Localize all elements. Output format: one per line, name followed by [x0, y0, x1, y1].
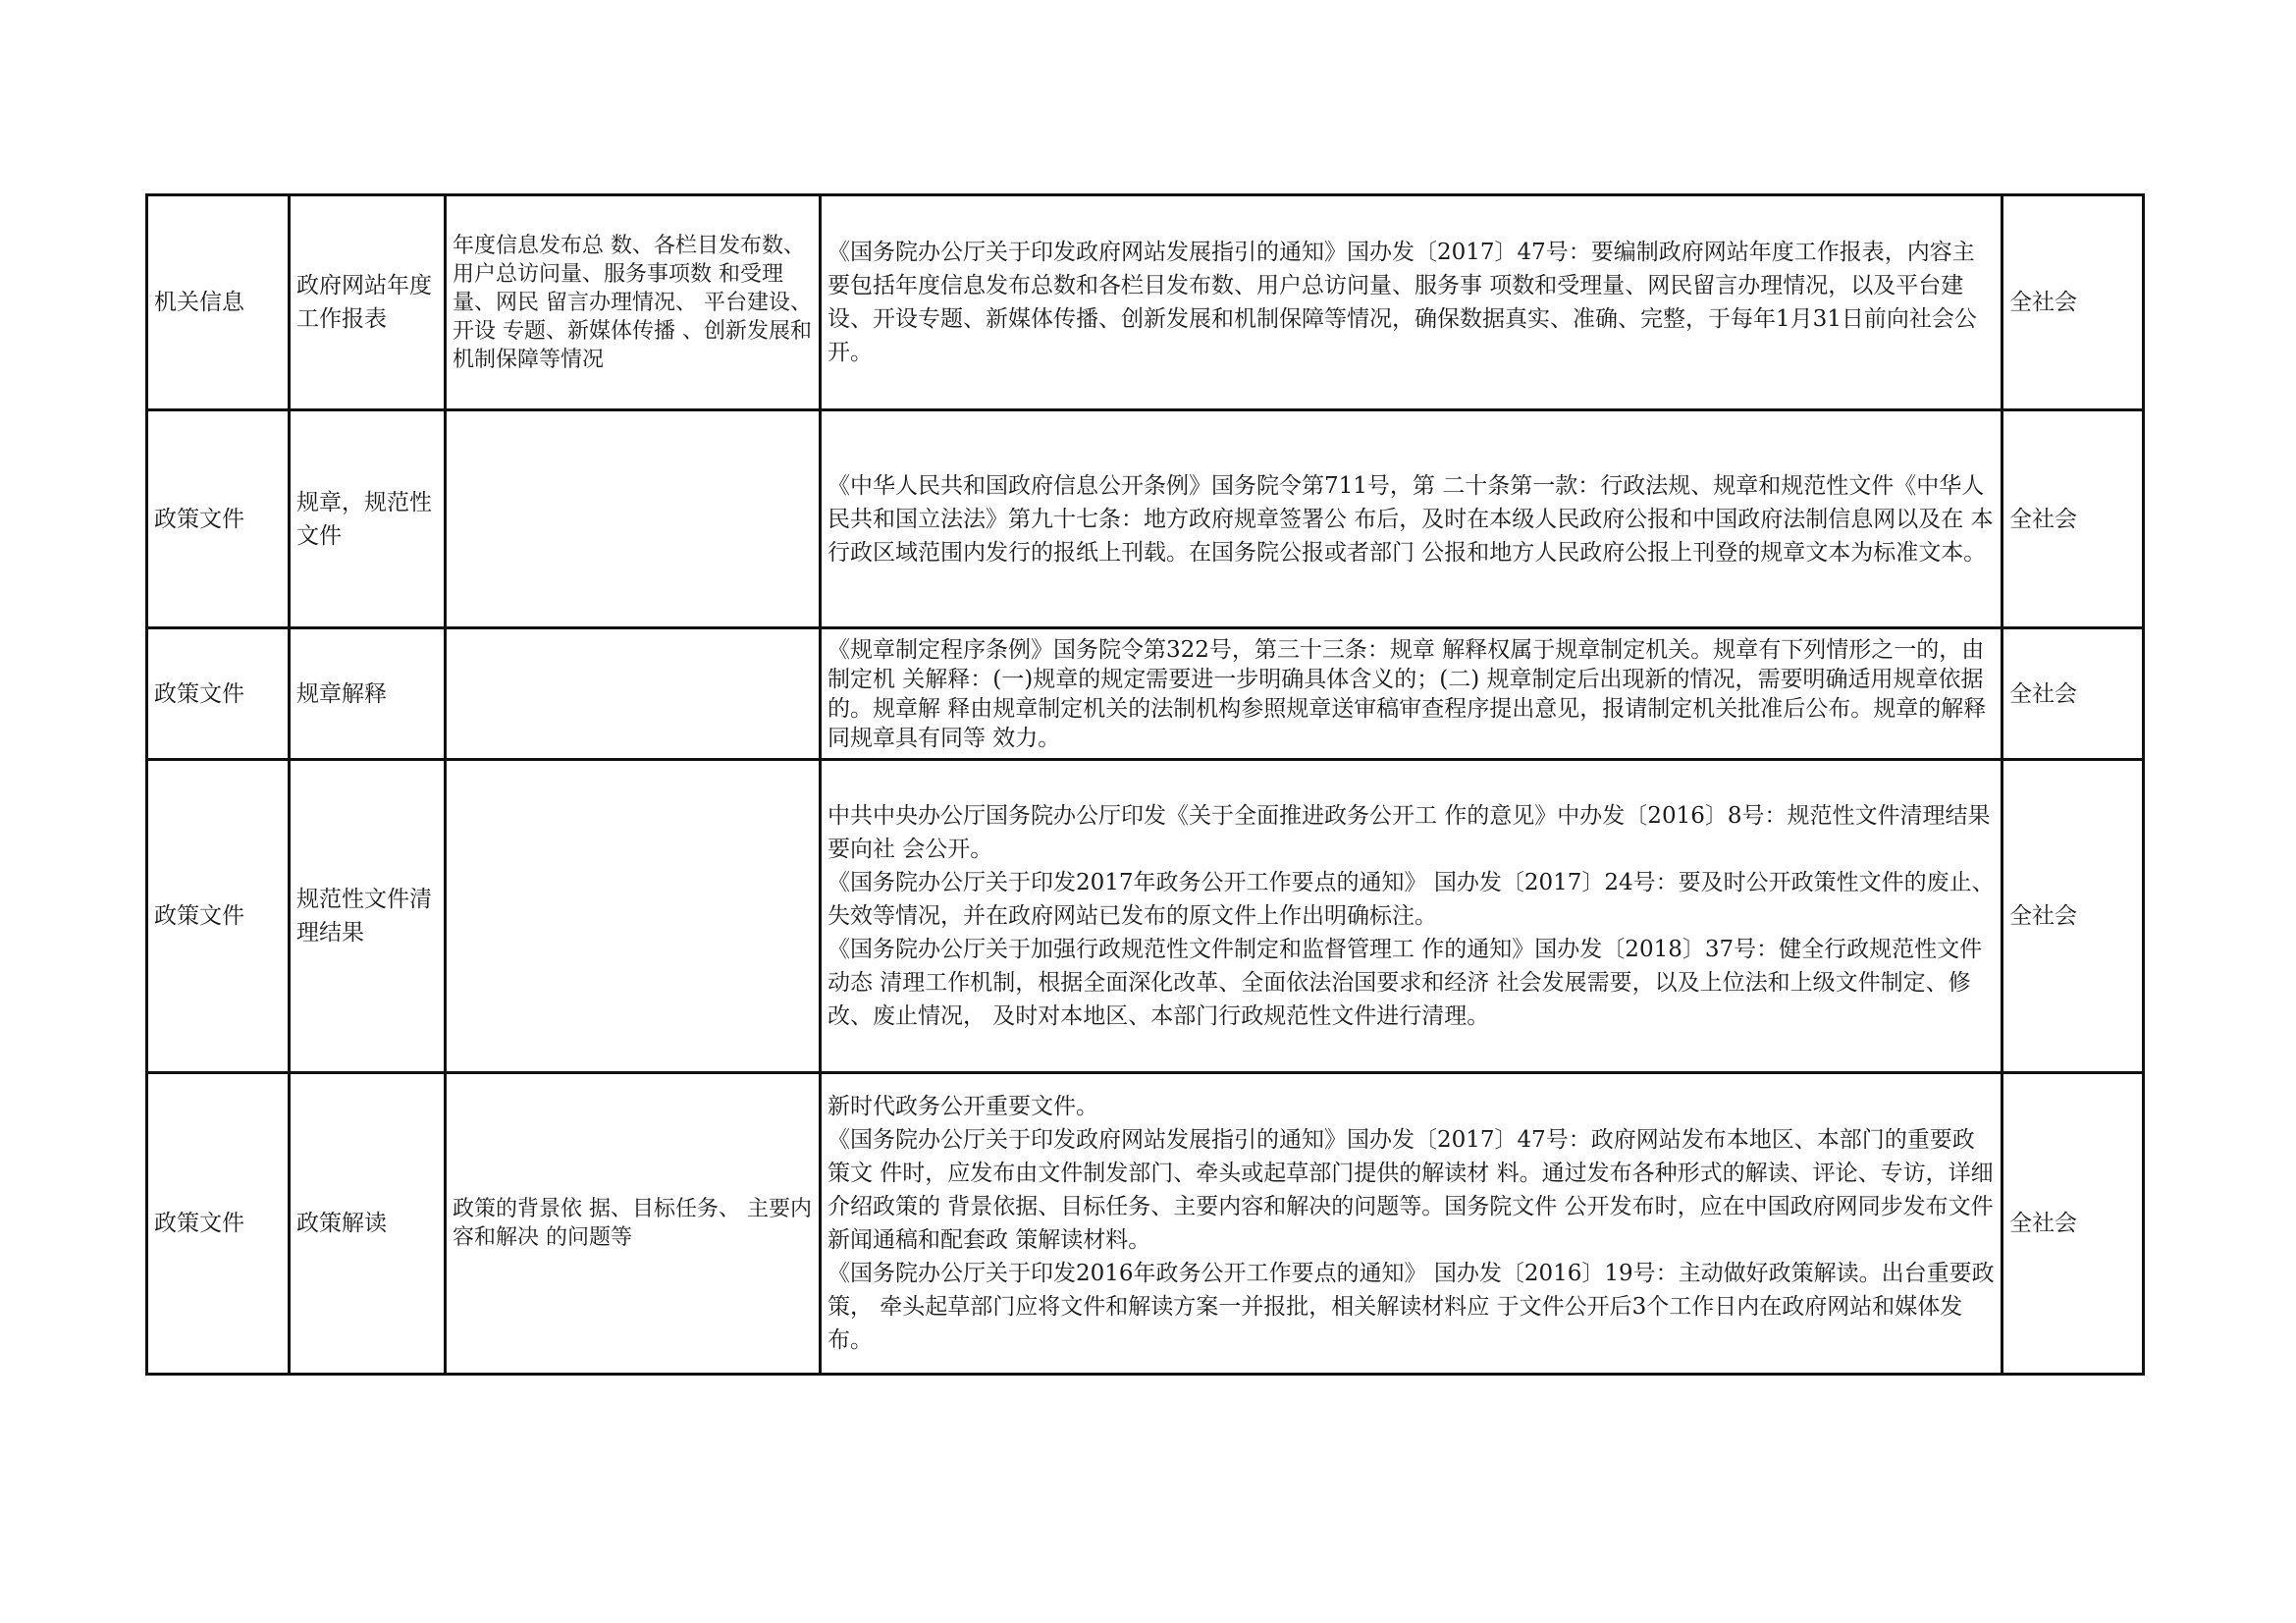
- table-row: [147, 195, 2144, 410]
- item-cell: 规范性文件清理结果: [290, 760, 446, 1073]
- content-cell: [446, 410, 821, 628]
- category-cell: 政策文件: [147, 410, 290, 628]
- table-row: [147, 1073, 2144, 1375]
- content-cell: [446, 760, 821, 1073]
- table-row: [147, 410, 2144, 628]
- item-cell: 政策解读: [290, 1073, 446, 1375]
- category-cell: 政策文件: [147, 1073, 290, 1375]
- content-cell: 年度信息发布总 数、各栏目发布数、用户总访问量、服务事项数 和受理量、网民 留言办理情况、 平台建设、开设 专题、新媒体传播 、创新发展和 机制保障等情况: [446, 195, 821, 410]
- scope-cell: 全社会: [2002, 410, 2144, 628]
- basis-cell: 新时代政务公开重要文件。 《国务院办公厅关于印发政府网站发展指引的通知》国办发〔2017〕47号：政府网站发布本地区、本部门的重要政策文 件时，应发布由文件制发部门、牵头或起草部门提供的解读材 料。通过发布各种形式的解读、评论、专访，详细介绍政策的 背景依据、目标任务、主要内容和解决的问题等。国务院文件 公开发布时，应在中国政府网同步发布文件新闻通稿和配套政 策解读材料。 《国务院办公厅关于印发2016年政务公开工作要点的通知》 国办发〔2016〕19号：主动做好政策解读。出台重要政策， 牵头起草部门应将文件和解读方案一并报批，相关解读材料应 于文件公开后3个工作日内在政府网站和媒体发布。: [821, 1073, 2002, 1375]
- table-row: [147, 628, 2144, 760]
- item-cell: 政府网站年度工作报表: [290, 195, 446, 410]
- content-cell: [446, 628, 821, 760]
- scope-cell: 全社会: [2002, 195, 2144, 410]
- table-row: [147, 760, 2144, 1073]
- content-cell: 政策的背景依 据、目标任务、 主要内容和解决 的问题等: [446, 1073, 821, 1375]
- basis-cell: 中共中央办公厅国务院办公厅印发《关于全面推进政务公开工 作的意见》中办发〔2016〕8号：规范性文件清理结果要向社 会公开。 《国务院办公厅关于印发2017年政务公开工作要点的通知》 国办发〔2017〕24号：要及时公开政策性文件的废止、失效等情况，并在政府网站已发布的原文件上作出明确标注。 《国务院办公厅关于加强行政规范性文件制定和监督管理工 作的通知》国办发〔2018〕37号：健全行政规范性文件动态 清理工作机制，根据全面深化改革、全面依法治国要求和经济 社会发展需要，以及上位法和上级文件制定、修改、废止情况， 及时对本地区、本部门行政规范性文件进行清理。: [821, 760, 2002, 1073]
- category-cell: 政策文件: [147, 760, 290, 1073]
- item-cell: 规章解释: [290, 628, 446, 760]
- category-cell: 机关信息: [147, 195, 290, 410]
- item-cell: 规章，规范性 文件: [290, 410, 446, 628]
- scope-cell: 全社会: [2002, 1073, 2144, 1375]
- disclosure-table: [145, 193, 2145, 1376]
- basis-cell: 《中华人民共和国政府信息公开条例》国务院令第711号，第 二十条第一款：行政法规、规章和规范性文件《中华人民共和国立法法》第九十七条：地方政府规章签署公 布后，及时在本级人民政府公报和中国政府法制信息网以及在 本行政区域范围内发行的报纸上刊载。在国务院公报或者部门 公报和地方人民政府公报上刊登的规章文本为标准文本。: [821, 410, 2002, 628]
- category-cell: 政策文件: [147, 628, 290, 760]
- basis-cell: 《规章制定程序条例》国务院令第322号，第三十三条：规章 解释权属于规章制定机关。规章有下列情形之一的，由制定机 关解释：(一)规章的规定需要进一步明确具体含义的；(二) 规章制定后出现新的情况，需要明确适用规章依据的。规章解 释由规章制定机关的法制机构参照规章送审稿审查程序提出意见，报请制定机关批准后公布。规章的解释同规章具有同等 效力。: [821, 628, 2002, 760]
- scope-cell: 全社会: [2002, 760, 2144, 1073]
- basis-cell: 《国务院办公厅关于印发政府网站发展指引的通知》国办发〔2017〕47号：要编制政府网站年度工作报表，内容主要包括年度信息发布总数和各栏目发布数、用户总访问量、服务事 项数和受理量、网民留言办理情况，以及平台建设、开设专题、新媒体传播、创新发展和机制保障等情况，确保数据真实、准确、完整，于每年1月31日前向社会公开。: [821, 195, 2002, 410]
- scope-cell: 全社会: [2002, 628, 2144, 760]
